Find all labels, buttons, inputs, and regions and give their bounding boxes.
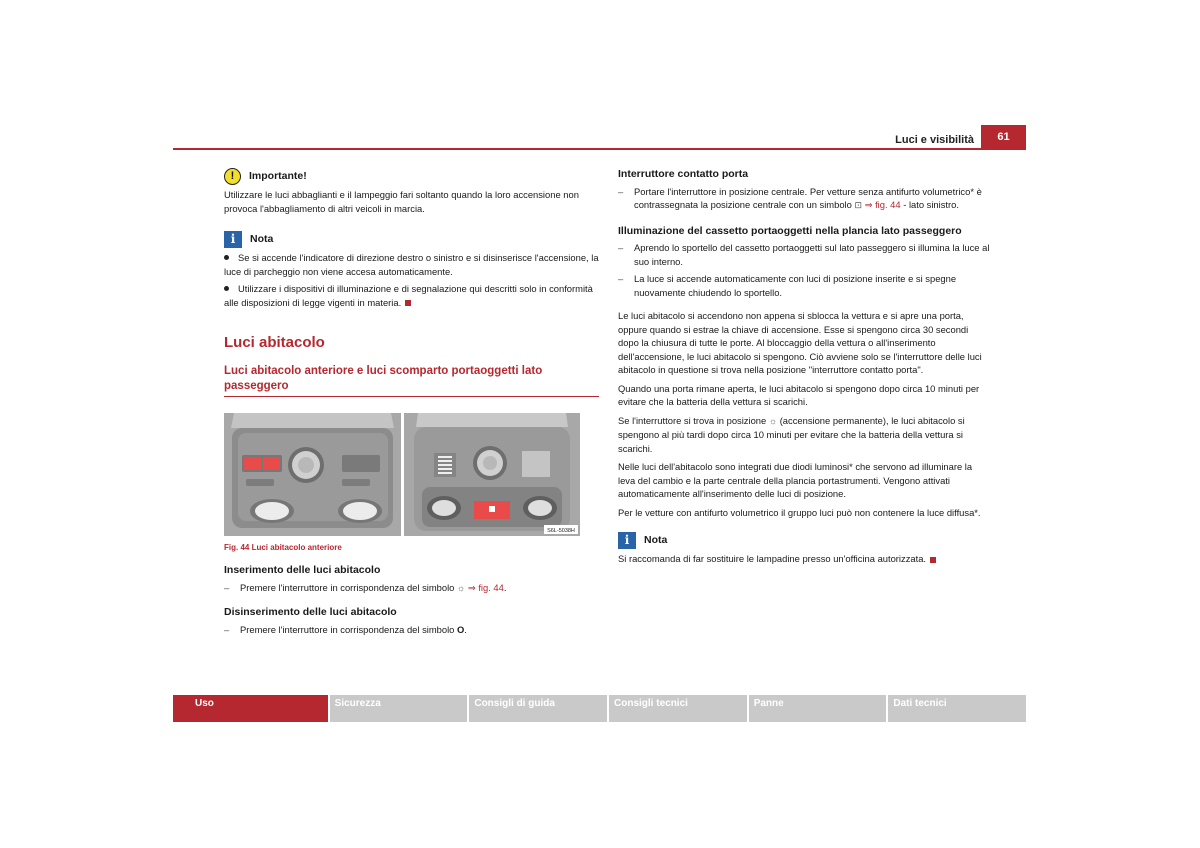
cassetto-step: – Aprendo lo sportello del cassetto portaoggetti sul lato passeggero si illumina la luce al suo interno. xyxy=(618,241,991,268)
running-header-section: Luci e visibilità xyxy=(895,134,974,146)
porta-step: – Portare l'interruttore in posizione centrale. Per vetture senza antifurto volumetrico* è contrassegnata la posizione centrale con un simbolo ⊡ ⇒ fig. 44 - lato sinistro. xyxy=(618,185,991,213)
figure-panel-left xyxy=(224,413,401,536)
figure-44 xyxy=(224,413,580,536)
porta-title: Interruttore contatto porta xyxy=(618,168,749,180)
interior-light-on-icon: ☼ xyxy=(768,415,778,426)
figure-link[interactable]: ⇒ fig. 44 xyxy=(467,581,504,593)
important-title: Importante! xyxy=(249,169,307,182)
info-icon: i xyxy=(618,532,636,549)
body-paragraph: Per le vetture con antifurto volumetrico il gruppo luci può non contenere la luce diffusa*. xyxy=(618,506,981,518)
important-heading xyxy=(224,168,599,185)
nota-heading xyxy=(224,231,599,248)
warning-icon: ! xyxy=(224,168,241,185)
off-symbol: O xyxy=(457,623,465,635)
figure-caption: Fig. 44 Luci abitacolo anteriore xyxy=(224,542,342,552)
body-paragraph: Nelle luci dell'abitacolo sono integrati due diodi luminosi* che servono ad illuminare la leva del cambio e la parte centrale della plancia portastrumenti. Vengono attivati automaticamente all'inserimento delle luci di posizione. xyxy=(618,461,973,499)
bullet-dot-icon xyxy=(224,255,229,260)
cassetto-title: Illuminazione del cassetto portaoggetti nella plancia lato passeggero xyxy=(618,224,962,237)
body-paragraph: Quando una porta rimane aperta, le luci abitacolo si spengono dopo circa 10 minuti per evitare che la batteria della vettura si scarichi. xyxy=(618,382,980,407)
important-notice xyxy=(224,168,599,215)
nota-text: Si raccomanda di far sostituire le lampadine presso un'officina autorizzata. xyxy=(618,552,991,566)
footer-tab-consigli-tecnici[interactable]: Consigli tecnici xyxy=(609,695,747,722)
nota-heading xyxy=(618,532,991,549)
overhead-console-illustration-right xyxy=(404,413,580,536)
overhead-console-illustration-left xyxy=(224,413,401,536)
door-contact-icon: ⊡ xyxy=(854,200,862,210)
footer-tab-uso[interactable]: Uso xyxy=(173,695,328,722)
footer-tab-sicurezza[interactable]: Sicurezza xyxy=(330,695,468,722)
info-icon: i xyxy=(224,231,242,248)
figure-panel-right xyxy=(404,413,580,536)
disinserimento-title: Disinserimento delle luci abitacolo xyxy=(224,606,397,618)
nota-notice-right xyxy=(618,532,991,566)
section-title: Luci abitacolo xyxy=(224,334,325,351)
right-column xyxy=(618,168,991,566)
body-paragraph: Se l'interruttore si trova in posizione ☼ (accensione permanente), le luci abitacolo si spengono al più tardi dopo circa 10 minuti per evitare che la batteria della vettura si scarichi. xyxy=(618,414,965,454)
left-column xyxy=(224,168,599,640)
page-number: 61 xyxy=(981,125,1026,149)
subsection-title: Luci abitacolo anteriore e luci scomparto portaoggetti lato passeggero xyxy=(224,364,599,397)
nota-bullet: Se si accende l'indicatore di direzione destro o sinistro e si disinserisce l'accensione, la luce di parcheggio non viene accesa automaticamente. xyxy=(224,252,599,277)
interior-light-on-icon: ☼ xyxy=(457,582,466,593)
inserimento-step: – Premere l'interruttore in corrispondenza del simbolo ☼ ⇒ fig. 44. xyxy=(224,581,599,596)
section-end-icon xyxy=(405,300,411,306)
body-paragraph: Le luci abitacolo si accendono non appena si sblocca la vettura e si apre una porta, oppure quando si estrae la chiave di accensione. Esse si spengono circa 30 secondi dopo la chiusura di tutte le porte. Al bloccaggio della vettura o all'inserimento dell'accensione, le luci abitacolo si spengono. Ciò avviene solo se l'interruttore delle luci abitacolo in questione si trova nella posizione "interruttore contatto porta". xyxy=(618,310,982,375)
bullet-dot-icon xyxy=(224,286,229,291)
cassetto-step: – La luce si accende automaticamente con luci di posizione inserite e si spegne nuovamente chiudendo lo sportello. xyxy=(618,272,991,299)
footer-tab-dati-tecnici[interactable]: Dati tecnici xyxy=(888,695,1026,722)
inserimento-title: Inserimento delle luci abitacolo xyxy=(224,564,381,576)
nota-title: Nota xyxy=(250,232,274,245)
footer-nav xyxy=(173,695,1026,722)
footer-tab-consigli-di-guida[interactable]: Consigli di guida xyxy=(469,695,607,722)
footer-tab-panne[interactable]: Panne xyxy=(749,695,887,722)
nota-notice xyxy=(224,231,599,309)
important-text: Utilizzare le luci abbaglianti e il lampeggio fari soltanto quando la loro accensione non provoca l'abbagliamento di altri veicoli in marcia. xyxy=(224,189,579,214)
nota-bullet: Utilizzare i dispositivi di illuminazione e di segnalazione qui descritti solo in conformità alle disposizioni di legge vigenti in materia. xyxy=(224,283,593,308)
nota-title: Nota xyxy=(644,533,668,546)
disinserimento-step: – Premere l'interruttore in corrispondenza del simbolo O. xyxy=(224,623,599,637)
section-end-icon xyxy=(930,557,936,563)
figure-code: S6L-5038H xyxy=(547,527,575,534)
figure-link[interactable]: ⇒ fig. 44 xyxy=(864,199,901,210)
header-rule xyxy=(173,148,1026,150)
